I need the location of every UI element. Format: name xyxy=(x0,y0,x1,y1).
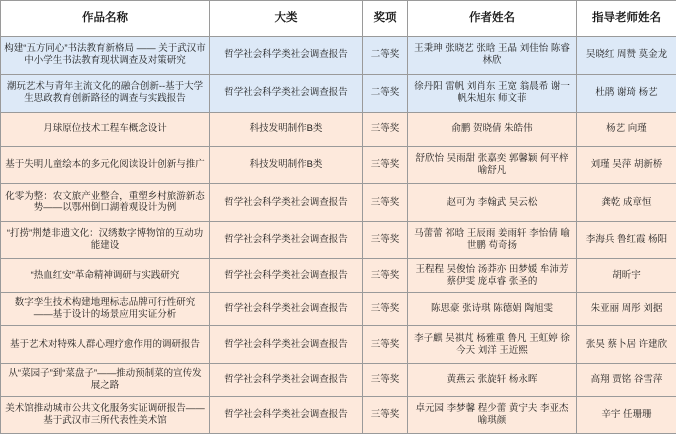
cell-authors: 陈思豪 张诗琪 陈德娟 陶旭雯 xyxy=(408,292,577,326)
table-row xyxy=(1,292,676,326)
cell-advisors: 杨艺 向瑾 xyxy=(577,113,676,147)
cell-title: 潮玩艺术与青年主流文化的融合创新--基于大学生思政教育创新路径的调查与实践报告 xyxy=(1,74,210,113)
cell-advisors: 李海兵 鲁红霞 杨阳 xyxy=(577,221,676,259)
cell-award: 三等奖 xyxy=(363,397,408,434)
header-award: 奖项 xyxy=(363,1,408,37)
cell-title: 基于失明儿童绘本的多元化阅读设计创新与推广 xyxy=(1,146,210,184)
cell-advisors: 龚乾 成章恒 xyxy=(577,184,676,222)
cell-advisors: 胡昕宇 xyxy=(577,259,676,293)
cell-title: 构建“五方同心”书法教育新格局 —— 关于武汉市中小学生书法教育现状调查及对策研究 xyxy=(1,37,210,75)
table-row xyxy=(1,221,676,259)
cell-title: 美术馆推动城市公共文化服务实证调研报告——基于武汉市三所代表性美术馆 xyxy=(1,397,210,434)
table-row xyxy=(1,184,676,222)
cell-category: 科技发明制作B类 xyxy=(210,113,363,147)
cell-category: 哲学社会科学类社会调查报告 xyxy=(210,259,363,293)
table-row xyxy=(1,146,676,184)
table-row xyxy=(1,363,676,397)
cell-advisors: 张昊 蔡卜居 许建欣 xyxy=(577,326,676,364)
cell-title: “热血红安”革命精神调研与实践研究 xyxy=(1,259,210,293)
cell-title: 从“菜园子”到“菜盘子”——推动预制菜的宣传发展之路 xyxy=(1,363,210,397)
cell-authors: 马蕾蕾 祁晗 王辰雨 姜雨轩 李怡倩 喻世鹏 苟奇扬 xyxy=(408,221,577,259)
cell-authors: 俞鹏 贺晓倩 朱皓伟 xyxy=(408,113,577,147)
cell-authors: 王程程 吴俊怡 汤莽亦 田梦媛 牟沛芳 蔡伊雯 庞卓睿 张圣的 xyxy=(408,259,577,293)
cell-advisors: 刘瑾 吴萍 胡新桥 xyxy=(577,146,676,184)
table-row xyxy=(1,397,676,434)
cell-award: 二等奖 xyxy=(363,74,408,113)
cell-category: 哲学社会科学类社会调查报告 xyxy=(210,221,363,259)
cell-category: 哲学社会科学类社会调查报告 xyxy=(210,397,363,434)
cell-category: 哲学社会科学类社会调查报告 xyxy=(210,363,363,397)
header-authors: 作者姓名 xyxy=(408,1,577,37)
cell-award: 三等奖 xyxy=(363,259,408,293)
header-advisors: 指导老师姓名 xyxy=(577,1,676,37)
cell-advisors: 杜鹃 谢琦 杨艺 xyxy=(577,74,676,113)
cell-authors: 黄燕云 张旋轩 杨永晖 xyxy=(408,363,577,397)
cell-award: 三等奖 xyxy=(363,184,408,222)
cell-authors: 王秉珅 张晓艺 张晗 王晶 刘佳怡 陈睿林欣 xyxy=(408,37,577,75)
cell-award: 三等奖 xyxy=(363,221,408,259)
table-row xyxy=(1,259,676,293)
cell-advisors: 辛宇 任珊珊 xyxy=(577,397,676,434)
cell-category: 科技发明制作B类 xyxy=(210,146,363,184)
cell-award: 三等奖 xyxy=(363,326,408,364)
cell-advisors: 高翔 贾铭 谷雪萍 xyxy=(577,363,676,397)
cell-authors: 徐丹阳 雷帆 刘肖东 王宽 翁晨希 谢一帆朱旭东 师文菲 xyxy=(408,74,577,113)
cell-award: 三等奖 xyxy=(363,363,408,397)
cell-title: 数字孪生技术构建地理标志品牌可行性研究 ——基于设计的场景应用实证分析 xyxy=(1,292,210,326)
cell-title: 基于艺术对特殊人群心理疗愈作用的调研报告 xyxy=(1,326,210,364)
cell-advisors: 朱亚丽 周彤 刘据 xyxy=(577,292,676,326)
table-row xyxy=(1,74,676,113)
cell-advisors: 吴晓红 周赞 莫金龙 xyxy=(577,37,676,75)
cell-authors: 舒欣怡 吴雨甜 张嘉奕 郭馨颖 何平梓 喻舒凡 xyxy=(408,146,577,184)
cell-title: 化零为整：农文旅产业整合，重塑乡村旅游新态势——以鄂州倒口湖着观设计为例 xyxy=(1,184,210,222)
cell-title: “打捞”荆楚非遗文化：汉绣数字博物馆的互动功能建设 xyxy=(1,221,210,259)
cell-title: 月球原位技术工程车概念设计 xyxy=(1,113,210,147)
cell-authors: 卓元园 李梦馨 程少蕾 黄宁夫 李亚杰 喻琪颜 xyxy=(408,397,577,434)
table-row xyxy=(1,37,676,75)
header-title: 作品名称 xyxy=(1,1,210,37)
table-row xyxy=(1,326,676,364)
cell-category: 哲学社会科学类社会调查报告 xyxy=(210,326,363,364)
cell-authors: 赵可为 李翰武 吴云松 xyxy=(408,184,577,222)
cell-award: 三等奖 xyxy=(363,146,408,184)
cell-category: 哲学社会科学类社会调查报告 xyxy=(210,292,363,326)
cell-award: 二等奖 xyxy=(363,37,408,75)
cell-award: 三等奖 xyxy=(363,292,408,326)
table-body xyxy=(1,37,676,434)
cell-category: 哲学社会科学类社会调查报告 xyxy=(210,74,363,113)
cell-award: 三等奖 xyxy=(363,113,408,147)
cell-category: 哲学社会科学类社会调查报告 xyxy=(210,37,363,75)
cell-authors: 李子麒 吴祺芃 杨雅重 鲁凡 王虹婷 徐今天 刘洋 王近熙 xyxy=(408,326,577,364)
header-row xyxy=(1,1,676,37)
table-header xyxy=(1,1,676,37)
cell-category: 哲学社会科学类社会调查报告 xyxy=(210,184,363,222)
table-row xyxy=(1,113,676,147)
header-category: 大类 xyxy=(210,1,363,37)
